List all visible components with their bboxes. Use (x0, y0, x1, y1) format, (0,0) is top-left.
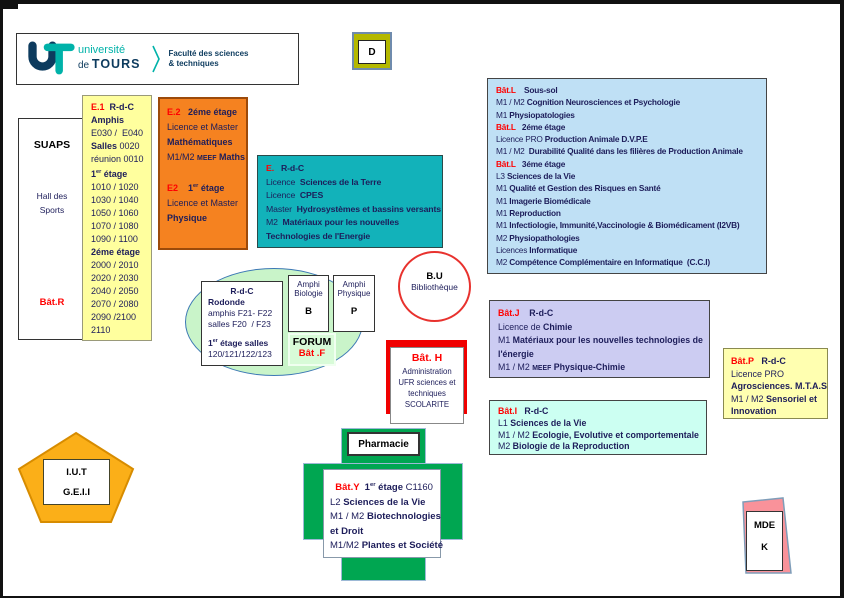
text-segment: M1/M2 (167, 152, 198, 162)
text-segment: Durabilité Qualité dans les filières de Production Animale (528, 146, 743, 157)
text-line (498, 441, 706, 453)
text-line (167, 211, 246, 226)
faculty-line1: Faculté des sciences (168, 49, 249, 58)
text-segment: M1 / M2 (731, 393, 767, 404)
building-bat-h (390, 347, 464, 424)
text-line (731, 393, 827, 406)
frame-left (0, 0, 3, 598)
text-segment: CPES (299, 190, 324, 200)
text-segment: M1 / M2 (498, 362, 533, 372)
text-line (391, 366, 463, 377)
building-e2 (158, 97, 248, 250)
text-segment: techniques (408, 389, 446, 398)
ut-logo-icon (25, 40, 75, 78)
text-segment: E.1 (91, 102, 105, 112)
text-segment: 120/121/122/123 (208, 348, 272, 359)
text-line (498, 406, 706, 418)
building-bat-l (487, 78, 767, 274)
frame-corner-notch (0, 0, 18, 9)
text-line (167, 135, 246, 150)
text-segment: R-d-C (230, 286, 254, 296)
text-segment: M1 / M2 (498, 429, 533, 440)
text-segment: M1 (496, 183, 510, 194)
text-segment: Reproduction (509, 207, 561, 218)
text-segment: E030 / E040 (91, 128, 144, 138)
text-line (498, 418, 706, 430)
mde-letter: K (761, 542, 768, 553)
text-segment: R-d-C (274, 163, 305, 173)
text-line (496, 182, 766, 194)
text-segment: Bât.P (731, 356, 754, 366)
text-line (496, 195, 766, 207)
text-segment: Infectiologie, Immunité,Vaccinologie & Biomédicament (I2VB) (509, 220, 740, 231)
text-segment: Imagerie Biomédicale (509, 195, 591, 206)
text-line (496, 121, 766, 133)
text-line (202, 336, 282, 349)
text-segment: Sciences de la Terre (299, 176, 382, 187)
text-line (266, 162, 442, 176)
text-line (91, 285, 151, 298)
text-line (496, 158, 766, 170)
text-line (731, 355, 827, 368)
text-segment: 1090 / 1100 (91, 234, 138, 244)
building-bat-y (323, 469, 441, 558)
amphi-phy-letter: P (350, 306, 358, 317)
text-segment: E.2 (167, 107, 181, 117)
text-segment: 1 (359, 482, 370, 494)
text-line (91, 220, 151, 233)
text-line (266, 189, 442, 203)
text-line (91, 233, 151, 246)
text-segment: Licence (266, 176, 300, 187)
text-segment: Physique-Chimie (551, 362, 626, 372)
text-segment: er (193, 183, 199, 189)
text-segment: salles F20 / F23 (208, 319, 271, 329)
text-line (167, 150, 246, 166)
text-segment: Physiopathologies (509, 232, 580, 243)
text-segment: Agrosciences. M.T.A.S (731, 381, 828, 391)
text-line (91, 153, 151, 166)
mde-title: MDE (753, 520, 776, 531)
forum-label (288, 333, 336, 366)
amphi-bio-letter: B (305, 306, 312, 317)
amphi-phy-line2: Physique (337, 289, 371, 298)
faculty-line2: & techniques (168, 59, 219, 68)
text-line (91, 166, 151, 181)
text-line (496, 207, 766, 219)
text-line (330, 510, 440, 525)
text-segment: 1030 / 1040 (91, 195, 139, 205)
text-segment: 1 (208, 337, 213, 348)
text-line (330, 539, 443, 554)
text-segment: UFR sciences et (398, 378, 456, 387)
text-segment: 3éme étage (515, 158, 566, 169)
text-line (167, 166, 246, 179)
text-line (498, 321, 709, 335)
building-e1 (82, 95, 152, 341)
text-line (167, 196, 246, 211)
text-segment: L1 (498, 417, 511, 428)
text-line (391, 388, 463, 399)
text-segment: Informatique (529, 244, 578, 255)
text-line (496, 256, 766, 268)
text-segment: Cognition Neurosciences et Psychologie (526, 97, 680, 108)
text-line (91, 311, 151, 324)
building-bat-j (489, 300, 710, 378)
text-segment: étage (198, 183, 225, 193)
suaps-hall-line2: Sports (39, 205, 65, 215)
text-segment: 2020 / 2030 (91, 273, 139, 283)
text-line (496, 232, 766, 244)
text-segment: Maths (216, 152, 246, 162)
text-line (202, 308, 282, 319)
text-line (91, 114, 151, 127)
text-segment: Production Animale D.V.P.E (544, 134, 648, 145)
text-segment: 2éme étage (180, 107, 238, 117)
text-line (496, 96, 766, 108)
text-line (496, 109, 766, 121)
text-segment: R-d-C (517, 406, 549, 416)
text-segment: 1 (178, 183, 194, 193)
logo-brace-icon (150, 44, 162, 74)
text-line (496, 133, 766, 145)
text-line (91, 324, 151, 337)
text-line (330, 478, 440, 496)
text-segment: Plantes et Société (361, 540, 443, 552)
text-segment: MEEF (197, 155, 217, 162)
text-segment: 1 (91, 169, 97, 179)
text-segment: Licence et Master (167, 198, 239, 208)
text-line (266, 176, 442, 190)
text-segment: Bât.Y (335, 482, 360, 494)
text-segment: Sciences de la Vie (343, 496, 426, 508)
text-line (498, 430, 706, 442)
text-segment: Bât.L (496, 158, 516, 169)
text-segment: Qualité et Gestion des Risques en Santé (509, 183, 661, 194)
text-segment: Bât.J (498, 308, 520, 318)
text-segment: Technologies de l'Energie (266, 230, 371, 241)
text-line (391, 377, 463, 388)
text-segment: Licence et Master (167, 122, 239, 132)
logo-university-line: université (78, 43, 126, 56)
frame-right (840, 0, 844, 598)
text-segment: M1/M2 (330, 540, 362, 552)
text-line (91, 272, 151, 285)
d-marker (352, 32, 392, 70)
text-line (330, 496, 440, 511)
text-segment: Licence PRO (731, 368, 785, 379)
text-segment: 0020 (117, 141, 140, 151)
text-segment: 2éme étage (91, 247, 141, 257)
text-line (266, 230, 442, 244)
text-segment: Ecologie, Evolutive et comportementale (532, 429, 699, 440)
text-segment: 2090 /2100 (91, 312, 137, 322)
text-segment: 1010 / 1020 (91, 182, 139, 192)
text-segment: Amphis (91, 115, 125, 125)
text-line (496, 219, 766, 231)
iut-dept: G.E.I.I (63, 487, 90, 498)
frame-top (0, 0, 844, 4)
text-line (202, 349, 282, 360)
logo-faculty-name (168, 49, 248, 69)
text-segment: Biologie de la Reproduction (512, 441, 630, 452)
text-segment: 2110 (91, 325, 111, 335)
rotonde-box (201, 281, 283, 366)
text-segment: M1 (496, 207, 510, 218)
text-segment: Licence de (498, 321, 543, 332)
text-segment: Bât.L (496, 85, 516, 95)
building-suaps (18, 118, 86, 340)
text-segment: M2 (496, 232, 510, 243)
text-line (496, 244, 766, 256)
text-line (498, 307, 709, 321)
text-line (498, 334, 709, 348)
library-circle (398, 251, 471, 322)
text-segment: er (369, 482, 376, 488)
suaps-hall-line1: Hall des (36, 191, 68, 201)
text-line (91, 246, 151, 259)
suaps-title: SUAPS (33, 139, 71, 151)
text-line (202, 286, 282, 297)
logo-box (16, 33, 299, 85)
text-segment: Sensoriel et (766, 393, 818, 404)
text-segment: M1 / M2 (330, 511, 367, 523)
suaps-building-label: Bât.R (39, 297, 65, 308)
text-segment: R-d-C (753, 356, 786, 366)
text-line (266, 216, 442, 230)
text-line (498, 361, 709, 376)
text-segment: M1 (498, 335, 513, 345)
text-segment: Licences (496, 244, 530, 255)
text-line (91, 207, 151, 220)
pharmacie-sign: Pharmacie (347, 432, 420, 456)
text-segment: Sciences de la Vie (510, 417, 587, 428)
text-segment: Hydrosystèmes et bassins versants (296, 203, 442, 214)
text-segment: Chimie (543, 321, 573, 332)
text-line (330, 525, 440, 540)
text-segment: M1 (496, 220, 510, 231)
building-bat-i (489, 400, 707, 455)
text-segment: 2000 / 2010 (91, 260, 139, 270)
text-segment: 2040 / 2050 (91, 286, 139, 296)
text-segment: Biotechnologies (366, 511, 441, 523)
text-segment: Sous-sol (515, 85, 558, 95)
text-segment: Licence (266, 190, 300, 200)
text-segment: er (96, 169, 102, 175)
text-segment: étage (101, 169, 128, 179)
text-segment: M2 (498, 441, 513, 452)
text-line (91, 140, 151, 153)
text-segment: M1 / M2 (496, 146, 529, 157)
iut-title: I.U.T (66, 467, 87, 478)
amphi-bio-line2: Biologie (294, 289, 323, 298)
building-e (257, 155, 443, 248)
iut-box (43, 459, 110, 505)
text-segment: L2 (330, 496, 344, 508)
text-segment: 2éme étage (515, 121, 566, 132)
text-segment: Compétence Complémentaire en Informatique (C.C.I) (509, 257, 710, 268)
text-segment: M2 (496, 257, 510, 268)
text-segment: M1 / M2 (496, 97, 527, 108)
text-segment: E. (266, 163, 275, 173)
logo-de: de (78, 60, 92, 72)
text-segment: réunion 0010 (91, 154, 144, 164)
text-line (496, 84, 766, 96)
text-segment: er (212, 338, 218, 344)
text-segment: Physique (167, 213, 208, 223)
amphi-physique-box (333, 275, 375, 332)
text-line (91, 181, 151, 194)
text-segment: MEEF (532, 365, 552, 372)
d-marker-label: D (358, 40, 386, 64)
text-segment: M1 (496, 109, 510, 120)
text-line (731, 405, 827, 418)
text-line (91, 127, 151, 140)
text-segment: Bât.I (498, 406, 518, 416)
library-subtitle: Bibliothèque (411, 282, 458, 292)
text-line (496, 145, 766, 157)
text-line (91, 101, 151, 114)
text-segment: Matériaux pour les nouvelles technologies de (512, 335, 703, 345)
amphi-phy-line1: Amphi (342, 280, 366, 289)
text-segment: Salles (91, 141, 118, 151)
logo-tours: TOURS (91, 57, 141, 72)
text-segment: L3 (496, 171, 507, 182)
bat-h-lines (391, 366, 463, 410)
forum-building-label: Bât .F (298, 348, 326, 359)
text-segment: Licence PRO (496, 134, 545, 145)
text-line (731, 368, 827, 381)
text-segment: l'énergie (498, 348, 534, 359)
text-line (91, 298, 151, 311)
text-line (91, 194, 151, 207)
forum-title: FORUM (292, 336, 332, 348)
text-line (167, 105, 246, 120)
text-line (496, 170, 766, 182)
text-segment: SCOLARITE (404, 400, 450, 409)
amphi-biologie-box (288, 275, 329, 332)
text-line (498, 348, 709, 362)
building-bat-p (723, 348, 828, 419)
text-line (167, 179, 246, 196)
logo-wordmark (78, 45, 140, 73)
text-line (91, 259, 151, 272)
text-segment: Administration (402, 367, 452, 376)
amphi-bio-line1: Amphi (297, 280, 320, 289)
text-segment: étage (375, 482, 406, 494)
text-segment: Mathématiques (167, 137, 233, 147)
text-segment: E2 (167, 183, 179, 193)
text-segment: Rodonde (208, 297, 245, 307)
text-segment: amphis F21- F22 (208, 308, 273, 318)
text-segment: Bât.L (496, 121, 516, 132)
text-line (266, 203, 442, 217)
text-segment: Matériaux pour les nouvelles (282, 217, 399, 227)
bat-h-title: Bât. H (411, 352, 443, 364)
text-segment: 1050 / 1060 (91, 208, 139, 218)
text-line (167, 120, 246, 135)
text-line (391, 399, 463, 410)
text-segment: Sciences de la Vie (506, 171, 576, 182)
text-segment: et Droit (330, 525, 364, 537)
text-line (731, 380, 827, 393)
text-segment: C1160 (405, 482, 433, 494)
text-segment: Master (266, 203, 297, 214)
text-segment: M1 (496, 195, 510, 206)
text-line (202, 297, 282, 308)
text-segment: 1070 / 1080 (91, 221, 139, 231)
text-segment: M2 (266, 217, 283, 227)
text-segment: étage salles (217, 337, 269, 348)
library-title: B.U (426, 271, 443, 282)
mde-box (746, 511, 783, 571)
text-segment: Physiopatologies (509, 109, 575, 120)
text-line (202, 319, 282, 330)
text-segment: R-d-C (104, 102, 135, 112)
text-segment: Innovation (731, 406, 777, 416)
text-segment: R-d-C (519, 308, 554, 318)
text-segment: 2070 / 2080 (91, 299, 139, 309)
